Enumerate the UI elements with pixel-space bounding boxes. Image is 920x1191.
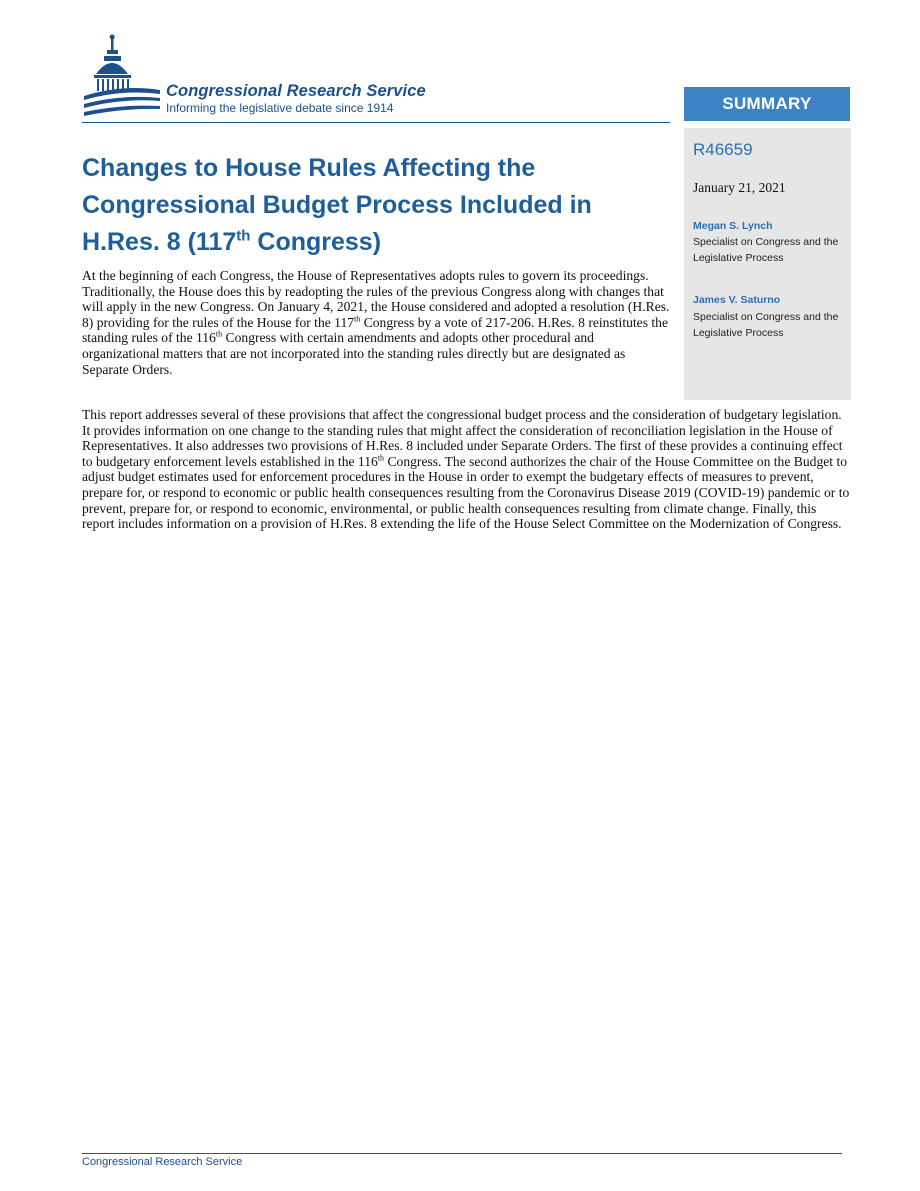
superscript: th <box>215 329 223 339</box>
crs-logo <box>82 34 682 124</box>
superscript: th <box>377 453 385 463</box>
paragraph-text: At the beginning of each Congress, the House of Representatives adopts rules to govern its proceedings. Traditionally, the House does this by readopting the rules of the previous Congress along with changes that will apply in the new Congress. On January 4, 2021, the House considered and adopted a resolution (H.Res. 8) providing for the rules of the House for the 117 <box>82 268 670 330</box>
capitol-dome-icon <box>82 34 162 124</box>
paragraph-text: This report addresses several of these provisions that affect the congressional budget process and the consideration of budgetary legislation. It provides information on one change to the standing rules that might affect the consideration of reconciliation legislation in the House of Representatives. It also addresses two provisions of H.Res. 8 included under Separate Orders. The first of these provides a continuing effect to budgetary enforcement levels established in the 116 <box>82 407 843 469</box>
summary-heading: SUMMARY <box>684 87 850 121</box>
footer-text: Congressional Research Service <box>82 1156 243 1168</box>
paragraph-text: Congress by a vote of 217-206. H.Res. 8 reinstitutes the standing rules of the 116 <box>82 314 669 346</box>
brand-name: Congressional Research Service <box>166 82 426 100</box>
author-name: James V. Saturno <box>693 294 781 306</box>
paragraph-text: Congress. The second authorizes the chair of the House Committee on the Budget to adjust budget estimates used for enforcement procedures in the House in order to exempt the budgetary effects of measures to prevent, prepare for, or respond to economic or public health consequences resulting from the Coronavirus Disease 2019 (COVID-19) pandemic or to prevent, prepare for, or respond to economic, environmental, or public health consequences resulting from climate change. Finally, this report includes information on a provision of H.Res. 8 extending the life of the House Select Committee on the Modernization of Congress. <box>82 453 850 532</box>
title-line: H.Res. 8 (117 <box>82 228 237 256</box>
brand-tagline: Informing the legislative debate since 1914 <box>166 101 394 115</box>
summary-paragraph <box>82 268 672 377</box>
superscript: th <box>354 314 361 324</box>
summary-sidebar <box>684 128 851 400</box>
title-superscript: th <box>236 227 251 245</box>
author-title: Specialist on Congress and the Legislative Process <box>693 311 839 339</box>
summary-paragraph <box>82 407 852 532</box>
title-line: Congress) <box>250 228 382 256</box>
report-number: R46659 <box>693 140 753 159</box>
title-line: Changes to House Rules Affecting the <box>82 154 536 182</box>
report-title <box>82 150 662 261</box>
report-date: January 21, 2021 <box>693 180 786 195</box>
author-title: Specialist on Congress and the Legislative Process <box>693 236 839 264</box>
footer-divider <box>82 1153 842 1154</box>
paragraph-text: Congress with certain amendments and adopts other procedural and organizational matters that are not incorporated into the standing rules directly but are designated as Separate Orders. <box>82 330 626 377</box>
author-name: Megan S. Lynch <box>693 220 773 232</box>
title-line: Congressional Budget Process Included in <box>82 191 592 219</box>
header-divider <box>82 122 670 123</box>
